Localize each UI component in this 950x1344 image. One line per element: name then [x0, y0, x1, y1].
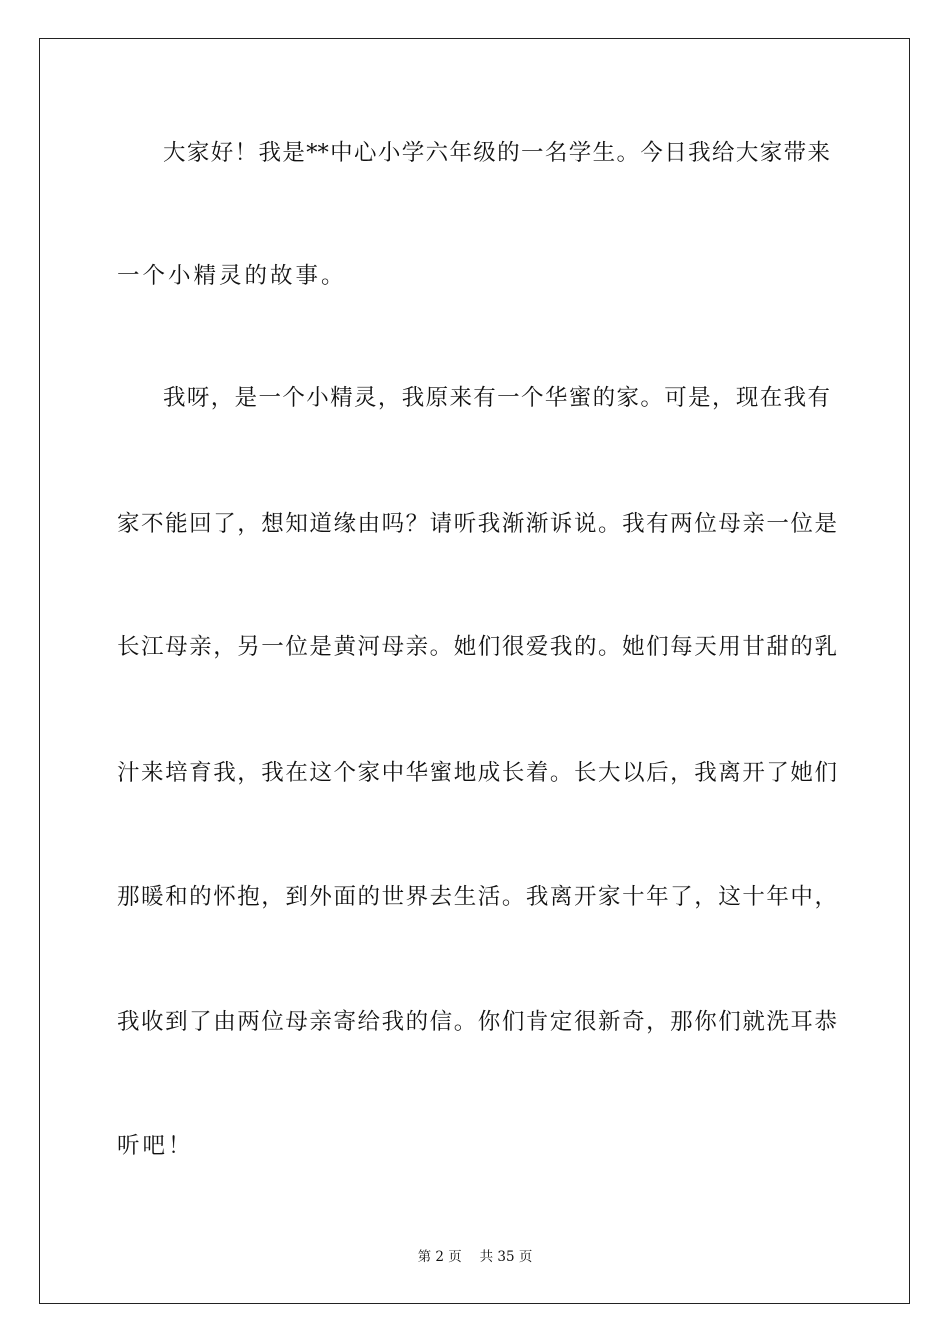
page-number: 第 2 页 共 35 页: [417, 1249, 533, 1265]
paragraph-2-line-3: 长江母亲，另一位是黄河母亲。她们很爱我的。她们每天用甘甜的乳: [117, 634, 837, 660]
paragraph-2-line-6: 我收到了由两位母亲寄给我的信。你们肯定很新奇，那你们就洗耳恭: [117, 1009, 837, 1035]
paragraph-1-line-1: 大家好！我是**中心小学六年级的一名学生。今日我给大家带来: [163, 140, 830, 166]
paragraph-1-line-2: 一个小精灵的故事。: [117, 263, 347, 289]
page-border: [39, 38, 910, 1304]
paragraph-2-line-7: 听吧！: [117, 1133, 194, 1159]
paragraph-2-line-1: 我呀，是一个小精灵，我原来有一个华蜜的家。可是，现在我有: [163, 385, 830, 411]
paragraph-2-line-4: 汁来培育我，我在这个家中华蜜地成长着。长大以后，我离开了她们: [117, 760, 837, 786]
paragraph-2-line-2: 家不能回了，想知道缘由吗？请听我渐渐诉说。我有两位母亲一位是: [117, 511, 837, 537]
paragraph-2-line-5: 那暖和的怀抱，到外面的世界去生活。我离开家十年了，这十年中，: [117, 884, 837, 910]
